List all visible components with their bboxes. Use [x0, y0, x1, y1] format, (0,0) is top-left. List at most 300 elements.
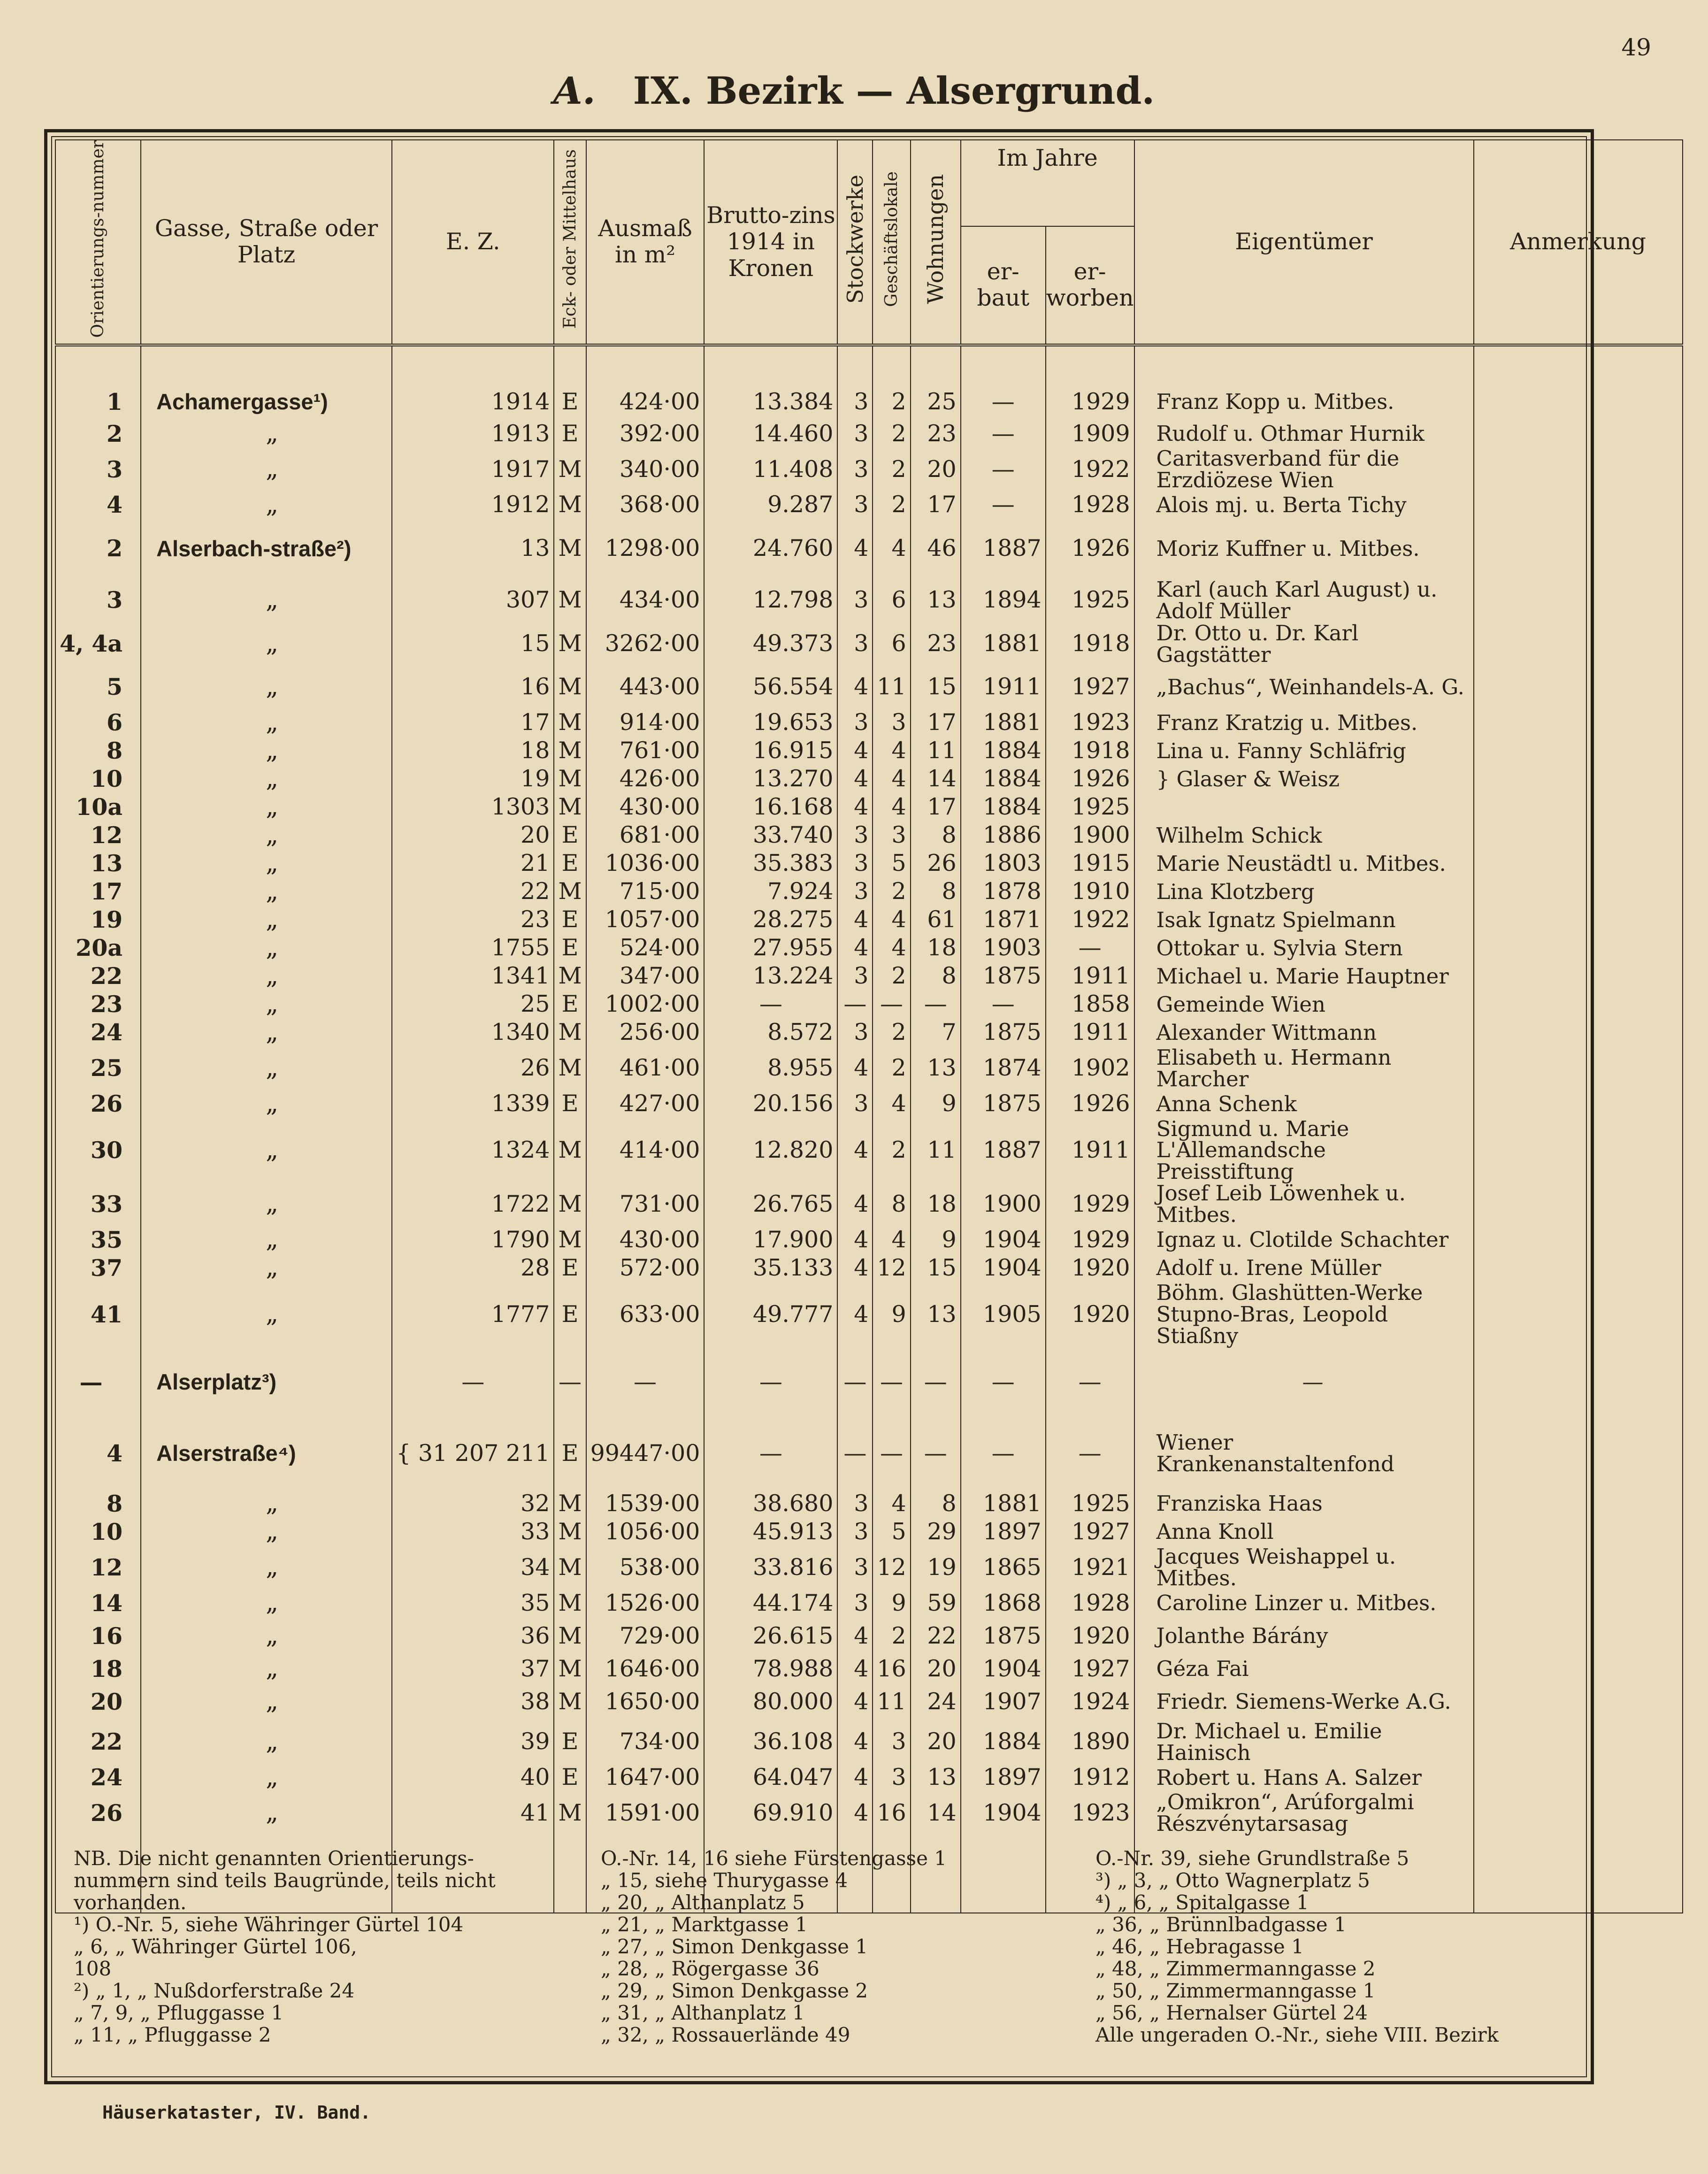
cell-rent: 35.383: [704, 850, 837, 878]
cell-floors: 3: [837, 448, 873, 491]
header-owner: Eigentümer: [1134, 140, 1474, 345]
cell-floors: 3: [837, 622, 873, 666]
cell-area: 99447·00: [586, 1417, 705, 1490]
cell-floors: 3: [837, 1546, 873, 1589]
cell-owner: Sigmund u. Marie L'Allemandsche Preisstiftung: [1134, 1118, 1474, 1183]
cell-area: 1036·00: [586, 850, 705, 878]
cell-eck: M: [554, 1019, 586, 1047]
cell-area: 443·00: [586, 666, 705, 709]
cell-flats: 24: [911, 1683, 961, 1721]
cell-built: 1905: [961, 1282, 1046, 1347]
cell-eck: E: [554, 1282, 586, 1347]
cell-eck: E: [554, 991, 586, 1019]
cell-flats: 25: [911, 384, 961, 420]
cell-built: 1900: [961, 1183, 1046, 1226]
header-shops: Geschäftslokale: [873, 140, 910, 345]
property-register-table: [55, 139, 1683, 1913]
note-line: „ 7, 9, „ Pfluggasse 1: [74, 2001, 284, 2024]
cell-eck: E: [554, 1417, 586, 1490]
cell-area: 761·00: [586, 737, 705, 765]
cell-flats: 8: [911, 822, 961, 850]
cell-rent: 44.174: [704, 1589, 837, 1617]
cell-rent: 33.816: [704, 1546, 837, 1589]
table-row: [55, 1721, 1683, 1764]
cell-shops: 5: [873, 1518, 910, 1546]
cell-flats: 8: [911, 962, 961, 991]
cell-area: 256·00: [586, 1019, 705, 1047]
table-row: [55, 991, 1683, 1019]
cell-shops: 12: [873, 1254, 910, 1282]
cell-owner: Lina Klotzberg: [1134, 878, 1474, 906]
page-number: 49: [1621, 34, 1651, 61]
cell-area: 430·00: [586, 1226, 705, 1254]
cell-area: 734·00: [586, 1721, 705, 1764]
cell-flats: 19: [911, 1546, 961, 1589]
cell-ez: 1339: [392, 1090, 554, 1118]
cell-ez: 20: [392, 822, 554, 850]
cell-street: „: [141, 622, 392, 666]
cell-onr: 1: [55, 384, 141, 420]
cell-rent: 35.133: [704, 1254, 837, 1282]
note-line: „ 29, „ Simon Denkgasse 2: [601, 1979, 868, 2002]
cell-owner: „Bachus“, Weinhandels-A. G.: [1134, 666, 1474, 709]
cell-floors: 3: [837, 709, 873, 737]
cell-acquired: 1910: [1046, 878, 1134, 906]
cell-shops: 4: [873, 906, 910, 934]
cell-rent: 64.047: [704, 1763, 837, 1791]
cell-floors: 3: [837, 1490, 873, 1518]
cell-onr: 12: [55, 1546, 141, 1589]
cell-owner: Franz Kratzig u. Mitbes.: [1134, 709, 1474, 737]
cell-acquired: 1923: [1046, 1791, 1134, 1835]
cell-owner: Franz Kopp u. Mitbes.: [1134, 384, 1474, 420]
cell-area: 1057·00: [586, 906, 705, 934]
cell-onr: 26: [55, 1791, 141, 1835]
cell-shops: 16: [873, 1655, 910, 1683]
cell-shops: 4: [873, 793, 910, 822]
note-line: „ 46, „ Hebragasse 1: [1095, 1935, 1304, 1958]
cell-note: [1474, 1763, 1683, 1791]
cell-built: 1884: [961, 1721, 1046, 1764]
cell-owner: Dr. Michael u. Emilie Hainisch: [1134, 1721, 1474, 1764]
cell-built: 1875: [961, 1090, 1046, 1118]
cell-built: 1886: [961, 822, 1046, 850]
cell-street: „: [141, 1226, 392, 1254]
cell-flats: 13: [911, 578, 961, 622]
cell-street: „: [141, 850, 392, 878]
cell-acquired: 1900: [1046, 822, 1134, 850]
header-eck: Eck- oder Mittelhaus: [554, 140, 586, 345]
cell-note: [1474, 1617, 1683, 1655]
cell-built: 1884: [961, 765, 1046, 793]
cell-street: „: [141, 709, 392, 737]
notes-right: [1095, 1847, 1499, 2046]
cell-ez: 1777: [392, 1282, 554, 1347]
cell-owner: Lina u. Fanny Schläfrig: [1134, 737, 1474, 765]
cell-flats: 8: [911, 878, 961, 906]
cell-floors: 4: [837, 1047, 873, 1090]
cell-note: [1474, 1254, 1683, 1282]
table-row: [55, 1282, 1683, 1347]
cell-onr: 4: [55, 1417, 141, 1490]
cell-shops: 3: [873, 822, 910, 850]
cell-street: „: [141, 666, 392, 709]
cell-street: Achamergasse¹): [141, 384, 392, 420]
header-onr: Orientierungs-nummer: [55, 140, 141, 345]
cell-onr: 20: [55, 1683, 141, 1721]
cell-acquired: 1929: [1046, 384, 1134, 420]
cell-floors: —: [837, 991, 873, 1019]
cell-onr: 10: [55, 765, 141, 793]
cell-note: [1474, 622, 1683, 666]
cell-note: [1474, 1183, 1683, 1226]
spacer-row: [55, 345, 1683, 384]
cell-note: [1474, 878, 1683, 906]
cell-rent: 33.740: [704, 822, 837, 850]
cell-rent: 7.924: [704, 878, 837, 906]
note-line: Alle ungeraden O.-Nr., siehe VIII. Bezirk: [1095, 2023, 1499, 2046]
cell-eck: E: [554, 384, 586, 420]
cell-onr: 41: [55, 1282, 141, 1347]
cell-shops: 4: [873, 519, 910, 578]
note-line: „ 28, „ Rögergasse 36: [601, 1957, 820, 1980]
cell-note: [1474, 519, 1683, 578]
cell-eck: E: [554, 1763, 586, 1791]
cell-owner: Moriz Kuffner u. Mitbes.: [1134, 519, 1474, 578]
cell-built: 1875: [961, 962, 1046, 991]
cell-shops: 2: [873, 1617, 910, 1655]
note-line: 108: [74, 1957, 112, 1980]
cell-ez: 37: [392, 1655, 554, 1683]
cell-built: 1887: [961, 1118, 1046, 1183]
cell-area: 1002·00: [586, 991, 705, 1019]
cell-street: „: [141, 906, 392, 934]
cell-note: [1474, 1791, 1683, 1835]
cell-rent: —: [704, 991, 837, 1019]
cell-rent: 26.615: [704, 1617, 837, 1655]
cell-shops: 3: [873, 1721, 910, 1764]
cell-eck: M: [554, 1617, 586, 1655]
cell-built: 1803: [961, 850, 1046, 878]
cell-note: [1474, 1518, 1683, 1546]
cell-rent: 20.156: [704, 1090, 837, 1118]
cell-floors: 4: [837, 1791, 873, 1835]
cell-onr: 33: [55, 1183, 141, 1226]
note-line: „ 21, „ Marktgasse 1: [601, 1913, 808, 1936]
cell-rent: 80.000: [704, 1683, 837, 1721]
cell-ez: 22: [392, 878, 554, 906]
cell-built: 1875: [961, 1019, 1046, 1047]
cell-ez: —: [392, 1347, 554, 1417]
table-row: [55, 1090, 1683, 1118]
cell-eck: —: [554, 1347, 586, 1417]
note-line: vorhanden.: [74, 1891, 187, 1914]
cell-note: [1474, 1417, 1683, 1490]
cell-acquired: 1912: [1046, 1763, 1134, 1791]
cell-built: 1907: [961, 1683, 1046, 1721]
cell-rent: 13.270: [704, 765, 837, 793]
table-row: [55, 1791, 1683, 1835]
cell-street: „: [141, 793, 392, 822]
cell-area: 424·00: [586, 384, 705, 420]
cell-street: „: [141, 1047, 392, 1090]
cell-flats: 20: [911, 1721, 961, 1764]
note-line: „ 36, „ Brünnlbadgasse 1: [1095, 1913, 1347, 1936]
cell-flats: 29: [911, 1518, 961, 1546]
cell-acquired: 1923: [1046, 709, 1134, 737]
cell-rent: 11.408: [704, 448, 837, 491]
cell-onr: 23: [55, 991, 141, 1019]
cell-floors: 3: [837, 962, 873, 991]
cell-shops: 2: [873, 384, 910, 420]
cell-rent: —: [704, 1347, 837, 1417]
cell-owner: Wiener Krankenanstaltenfond: [1134, 1417, 1474, 1490]
table-row: [55, 448, 1683, 491]
cell-flats: 9: [911, 1226, 961, 1254]
cell-ez: 13: [392, 519, 554, 578]
cell-rent: 9.287: [704, 491, 837, 519]
cell-rent: 45.913: [704, 1518, 837, 1546]
note-line: „ 6, „ Währinger Gürtel 106,: [74, 1935, 357, 1958]
cell-floors: 3: [837, 384, 873, 420]
table-row: [55, 850, 1683, 878]
cell-area: 914·00: [586, 709, 705, 737]
cell-floors: 4: [837, 1183, 873, 1226]
cell-eck: M: [554, 1490, 586, 1518]
cell-onr: 20a: [55, 934, 141, 962]
cell-floors: 3: [837, 878, 873, 906]
cell-flats: 15: [911, 1254, 961, 1282]
note-line: „ 56, „ Hernalser Gürtel 24: [1095, 2001, 1368, 2024]
cell-shops: 2: [873, 878, 910, 906]
cell-note: [1474, 765, 1683, 793]
cell-area: 368·00: [586, 491, 705, 519]
table-row: [55, 1118, 1683, 1183]
cell-eck: E: [554, 1090, 586, 1118]
cell-onr: 14: [55, 1589, 141, 1617]
cell-onr: 37: [55, 1254, 141, 1282]
cell-built: —: [961, 384, 1046, 420]
cell-built: —: [961, 491, 1046, 519]
cell-area: 1650·00: [586, 1683, 705, 1721]
cell-ez: 36: [392, 1617, 554, 1655]
cell-onr: 4, 4a: [55, 622, 141, 666]
cell-onr: 5: [55, 666, 141, 709]
cell-note: [1474, 384, 1683, 420]
cell-street: „: [141, 1617, 392, 1655]
notes-middle: [601, 1847, 947, 2046]
cell-built: 1904: [961, 1254, 1046, 1282]
cell-acquired: 1911: [1046, 962, 1134, 991]
cell-eck: M: [554, 519, 586, 578]
cell-street: „: [141, 1589, 392, 1617]
cell-ez: 18: [392, 737, 554, 765]
cell-ez: 39: [392, 1721, 554, 1764]
cell-street: „: [141, 934, 392, 962]
cell-floors: 4: [837, 666, 873, 709]
cell-street: „: [141, 1183, 392, 1226]
cell-ez: 33: [392, 1518, 554, 1546]
cell-flats: 9: [911, 1090, 961, 1118]
cell-ez: 1917: [392, 448, 554, 491]
header-acquired: er-worben: [1046, 226, 1134, 345]
cell-shops: 2: [873, 962, 910, 991]
cell-eck: M: [554, 1226, 586, 1254]
cell-ez: 1790: [392, 1226, 554, 1254]
cell-flats: 13: [911, 1047, 961, 1090]
cell-owner: Anna Schenk: [1134, 1090, 1474, 1118]
cell-ez: 34: [392, 1546, 554, 1589]
cell-ez: 35: [392, 1589, 554, 1617]
cell-eck: E: [554, 934, 586, 962]
cell-owner: Robert u. Hans A. Salzer: [1134, 1763, 1474, 1791]
cell-street: „: [141, 1683, 392, 1721]
cell-rent: 28.275: [704, 906, 837, 934]
cell-floors: 3: [837, 1090, 873, 1118]
cell-onr: 24: [55, 1019, 141, 1047]
cell-rent: 16.915: [704, 737, 837, 765]
table-row: [55, 1254, 1683, 1282]
cell-area: 426·00: [586, 765, 705, 793]
cell-owner: Ignaz u. Clotilde Schachter: [1134, 1226, 1474, 1254]
cell-acquired: 1926: [1046, 765, 1134, 793]
note-line: nummern sind teils Baugründe, teils nicht: [74, 1869, 496, 1892]
cell-owner: Böhm. Glashütten-Werke Stupno-Bras, Leopold Stiaßny: [1134, 1282, 1474, 1347]
cell-floors: 4: [837, 1763, 873, 1791]
cell-ez: 1303: [392, 793, 554, 822]
cell-onr: 6: [55, 709, 141, 737]
cell-rent: 56.554: [704, 666, 837, 709]
cell-floors: 3: [837, 578, 873, 622]
cell-ez: 1341: [392, 962, 554, 991]
cell-acquired: 1909: [1046, 420, 1134, 448]
cell-shops: 2: [873, 491, 910, 519]
table-row: [55, 934, 1683, 962]
cell-rent: 13.224: [704, 962, 837, 991]
cell-ez: 38: [392, 1683, 554, 1721]
cell-ez: { 31 207 211: [392, 1417, 554, 1490]
cell-area: 1591·00: [586, 1791, 705, 1835]
cell-onr: 10: [55, 1518, 141, 1546]
cell-note: [1474, 1282, 1683, 1347]
cell-ez: 40: [392, 1763, 554, 1791]
cell-acquired: 1915: [1046, 850, 1134, 878]
cell-built: 1897: [961, 1518, 1046, 1546]
cell-flats: 14: [911, 1791, 961, 1835]
cell-shops: 4: [873, 1490, 910, 1518]
cell-flats: —: [911, 1347, 961, 1417]
cell-owner: Rudolf u. Othmar Hurnik: [1134, 420, 1474, 448]
cell-street: „: [141, 878, 392, 906]
cell-onr: 24: [55, 1763, 141, 1791]
table-row: [55, 1518, 1683, 1546]
cell-street: Alserbach-straße²): [141, 519, 392, 578]
cell-note: [1474, 1490, 1683, 1518]
cell-area: 1298·00: [586, 519, 705, 578]
cell-area: 392·00: [586, 420, 705, 448]
table-row: [55, 1047, 1683, 1090]
cell-eck: M: [554, 765, 586, 793]
cell-note: [1474, 1721, 1683, 1764]
table-row: [55, 578, 1683, 622]
cell-floors: 3: [837, 1019, 873, 1047]
cell-built: 1868: [961, 1589, 1046, 1617]
cell-eck: M: [554, 1589, 586, 1617]
cell-flats: 14: [911, 765, 961, 793]
table-row: [55, 1226, 1683, 1254]
cell-owner: Marie Neustädtl u. Mitbes.: [1134, 850, 1474, 878]
cell-flats: 11: [911, 737, 961, 765]
cell-floors: 4: [837, 519, 873, 578]
note-line: „ 11, „ Pfluggasse 2: [74, 2023, 271, 2046]
cell-floors: 3: [837, 822, 873, 850]
cell-built: 1884: [961, 737, 1046, 765]
cell-shops: 16: [873, 1791, 910, 1835]
cell-built: —: [961, 991, 1046, 1019]
table-row: [55, 622, 1683, 666]
cell-area: 434·00: [586, 578, 705, 622]
cell-owner: Karl (auch Karl August) u. Adolf Müller: [1134, 578, 1474, 622]
cell-rent: 27.955: [704, 934, 837, 962]
cell-flats: 23: [911, 622, 961, 666]
cell-floors: 4: [837, 1721, 873, 1764]
cell-owner: Friedr. Siemens-Werke A.G.: [1134, 1683, 1474, 1721]
note-line: O.-Nr. 39, siehe Grundlstraße 5: [1095, 1847, 1409, 1870]
cell-ez: 1914: [392, 384, 554, 420]
cell-built: 1904: [961, 1655, 1046, 1683]
cell-shops: 12: [873, 1546, 910, 1589]
cell-flats: 61: [911, 906, 961, 934]
cell-built: 1884: [961, 793, 1046, 822]
cell-rent: 12.820: [704, 1118, 837, 1183]
cell-floors: 4: [837, 765, 873, 793]
cell-onr: 26: [55, 1090, 141, 1118]
cell-note: [1474, 491, 1683, 519]
cell-shops: 2: [873, 1118, 910, 1183]
cell-rent: 8.572: [704, 1019, 837, 1047]
cell-acquired: 1925: [1046, 578, 1134, 622]
cell-owner: Caroline Linzer u. Mitbes.: [1134, 1589, 1474, 1617]
table-row: [55, 1617, 1683, 1655]
cell-shops: 6: [873, 622, 910, 666]
cell-onr: 4: [55, 491, 141, 519]
cell-acquired: 1926: [1046, 519, 1134, 578]
cell-owner: „Omikron“, Arúforgalmi Részvénytarsasag: [1134, 1791, 1474, 1835]
cell-acquired: 1911: [1046, 1118, 1134, 1183]
cell-note: [1474, 709, 1683, 737]
title-letter: A.: [553, 69, 596, 113]
cell-rent: 36.108: [704, 1721, 837, 1764]
cell-acquired: 1922: [1046, 906, 1134, 934]
cell-rent: 12.798: [704, 578, 837, 622]
cell-shops: 4: [873, 737, 910, 765]
cell-flats: —: [911, 1417, 961, 1490]
header-floors: Stockwerke: [837, 140, 873, 345]
cell-built: 1903: [961, 934, 1046, 962]
cell-acquired: 1911: [1046, 1019, 1134, 1047]
cell-ez: 19: [392, 765, 554, 793]
cell-floors: 3: [837, 491, 873, 519]
cell-street: „: [141, 1490, 392, 1518]
table-row: [55, 737, 1683, 765]
cell-note: [1474, 991, 1683, 1019]
cell-street: „: [141, 1118, 392, 1183]
cell-floors: 4: [837, 793, 873, 822]
cell-onr: 3: [55, 578, 141, 622]
cell-ez: 28: [392, 1254, 554, 1282]
cell-eck: M: [554, 666, 586, 709]
cell-ez: 17: [392, 709, 554, 737]
